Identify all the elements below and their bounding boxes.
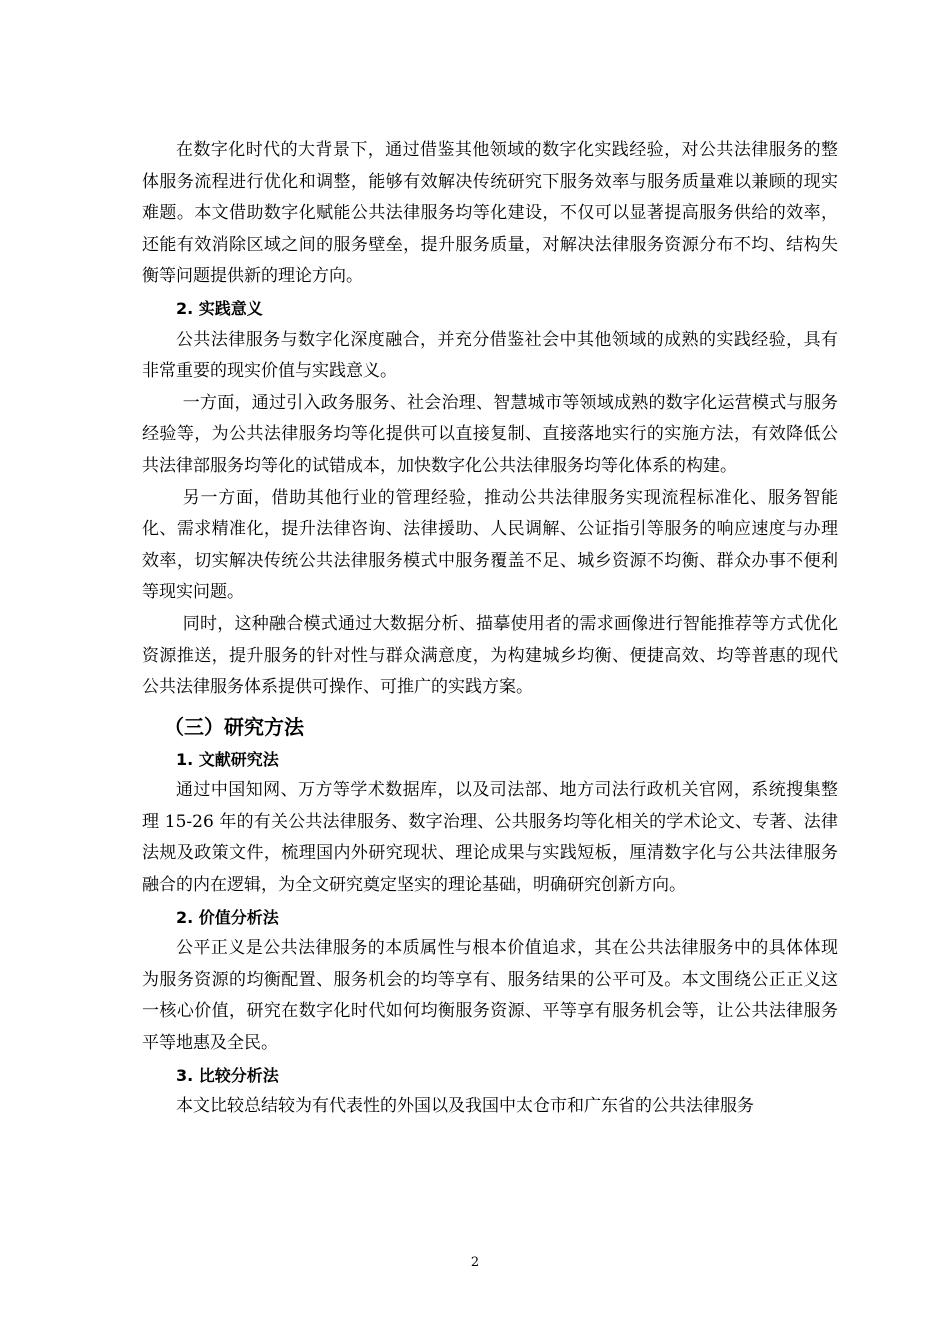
paragraph: 公共法律服务与数字化深度融合，并充分借鉴社会中其他领域的成熟的实践经验，具有非常重要的现实价值与实践意义。 — [142, 329, 838, 382]
paragraph: 通过中国知网、万方等学术数据库，以及司法部、地方司法行政机关官网，系统搜集整理 15-26 年的有关公共法律服务、数字治理、公共服务均等化相关的学术论文、专著、法律法规及政策文件，梳理国内外研究现状、理论成果与实践短板，厘清数字化与公共法律服务融合的内在逻辑，为全文研究奠定坚实的理论基础，明确研究创新方向。 — [142, 780, 838, 896]
paragraph: 一方面，通过引入政务服务、社会治理、智慧城市等领域成熟的数字化运营模式与服务经验等，为公共法律服务均等化提供可以直接复制、直接落地实行的实施方法，有效降低公共法律部服务均等化的试错成本，加快数字化公共法律服务均等化体系的构建。 — [142, 392, 838, 476]
page-number: 2 — [470, 1255, 480, 1270]
paragraph: 本文比较总结较为有代表性的外国以及我国中太仓市和广东省的公共法律服务 — [176, 1096, 754, 1117]
section-heading-research-methods: （三）研究方法 — [164, 714, 304, 739]
subheading-value-analysis-method: 2. 价值分析法 — [176, 907, 279, 927]
paragraph: 另一方面，借助其他行业的管理经验，推动公共法律服务实现流程标准化、服务智能化、需求精准化，提升法律咨询、法律援助、人民调解、公证指引等服务的响应速度与办理效率，切实解决传统公共法律服务模式中服务覆盖不足、城乡资源不均衡、群众办事不便利等现实问题。 — [142, 487, 838, 603]
paragraph: 同时，这种融合模式通过大数据分析、描摹使用者的需求画像进行智能推荐等方式优化资源推送，提升服务的针对性与群众满意度，为构建城乡均衡、便捷高效、均等普惠的现代公共法律服务体系提供可操作、可推广的实践方案。 — [142, 613, 838, 698]
paragraph: 在数字化时代的大背景下，通过借鉴其他领域的数字化实践经验，对公共法律服务的整体服务流程进行优化和调整，能够有效解决传统研究下服务效率与服务质量难以兼顾的现实难题。本文借助数字化赋能公共法律服务均等化建设，不仅可以显著提高服务供给的效率，还能有效消除区域之间的服务壁垒，提升服务质量，对解决法律服务资源分布不均、结构失衡等问题提供新的理论方向。 — [142, 140, 838, 287]
subheading-comparative-method: 3. 比较分析法 — [176, 1065, 279, 1085]
paragraph: 公平正义是公共法律服务的本质属性与根本价值追求，其在公共法律服务中的具体体现为服务资源的均衡配置、服务机会的均等享有、服务结果的公平可及。本文围绕公正正义这一核心价值，研究在数字化时代如何均衡服务资源、平等享有服务机会等，让公共法律服务平等地惠及全民。 — [142, 938, 838, 1054]
document-body — [142, 135, 838, 1123]
subheading-literature-method: 1. 文献研究法 — [176, 749, 279, 769]
subheading-practical-significance: 2. 实践意义 — [176, 298, 263, 318]
